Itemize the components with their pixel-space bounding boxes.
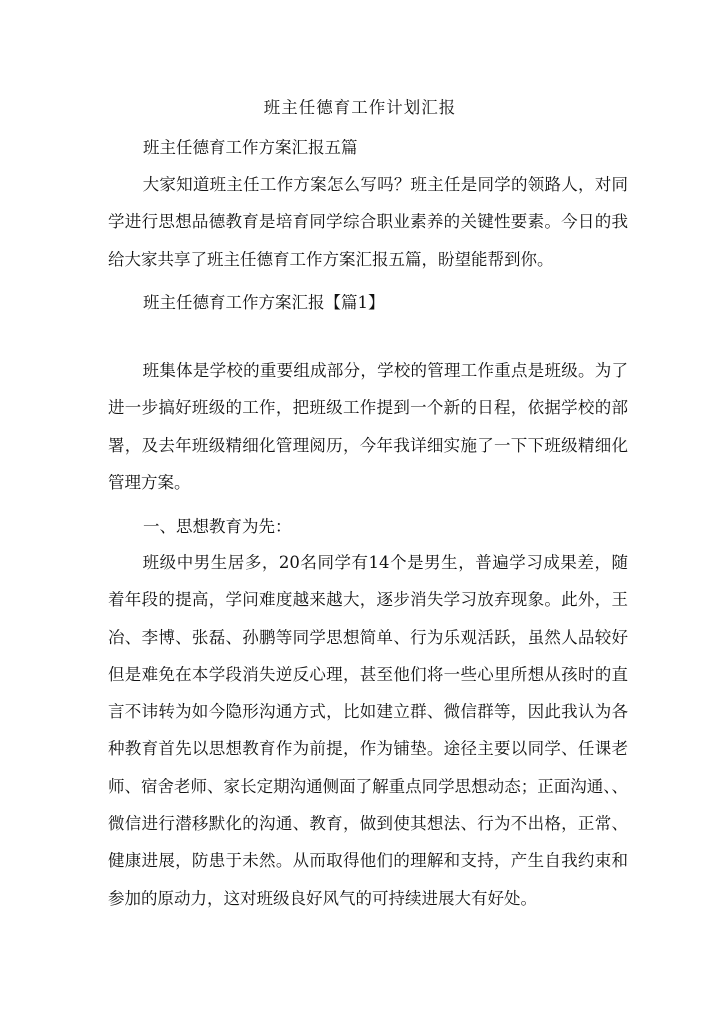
- body-paragraph-2: 班级中男生居多，20名同学有14个是男生，普遍学习成果差，随着年段的提高，学问难度越来越大，逐步消失学习放弃现象。此外，王冶、李博、张磊、孙鹏等同学思想简单、行为乐观活跃，虽然人品较好但是难免在本学段消失逆反心理，甚至他们将一些心里所想从孩时的直言不讳转为如今隐形沟通方式，比如建立群、微信群等，因此我认为各种教育首先以思想教育作为前提，作为铺垫。途径主要以同学、任课老师、宿舍老师、家长定期沟通侧面了解重点同学思想动态；正面沟通、、微信进行潜移默化的沟通、教育，做到使其想法、行为不出格，正常、健康进展，防患于未然。从而取得他们的理解和支持，产生自我约束和参加的原动力，这对班级良好风气的可持续进展大有好处。: [108, 553, 628, 908]
- section-heading: 班主任德育工作方案汇报【篇1】: [143, 293, 385, 312]
- intro-paragraph: 大家知道班主任工作方案怎么写吗？班主任是同学的领路人，对同学进行思想品德教育是培育同学综合职业素养的关键性要素。今日的我给大家共享了班主任德育工作方案汇报五篇，盼望能帮到你。: [108, 175, 628, 269]
- point-heading-1: 一、思想教育为先：: [143, 517, 292, 536]
- body-paragraph-1: 班集体是学校的重要组成部分，学校的管理工作重点是班级。为了进一步搞好班级的工作，把班级工作提到一个新的日程，依据学校的部署，及去年班级精细化管理阅历，今年我详细实施了一下下班级精细化管理方案。: [108, 361, 628, 492]
- document-title: 班主任德育工作计划汇报: [263, 98, 457, 117]
- document-subtitle: 班主任德育工作方案汇报五篇: [143, 138, 358, 157]
